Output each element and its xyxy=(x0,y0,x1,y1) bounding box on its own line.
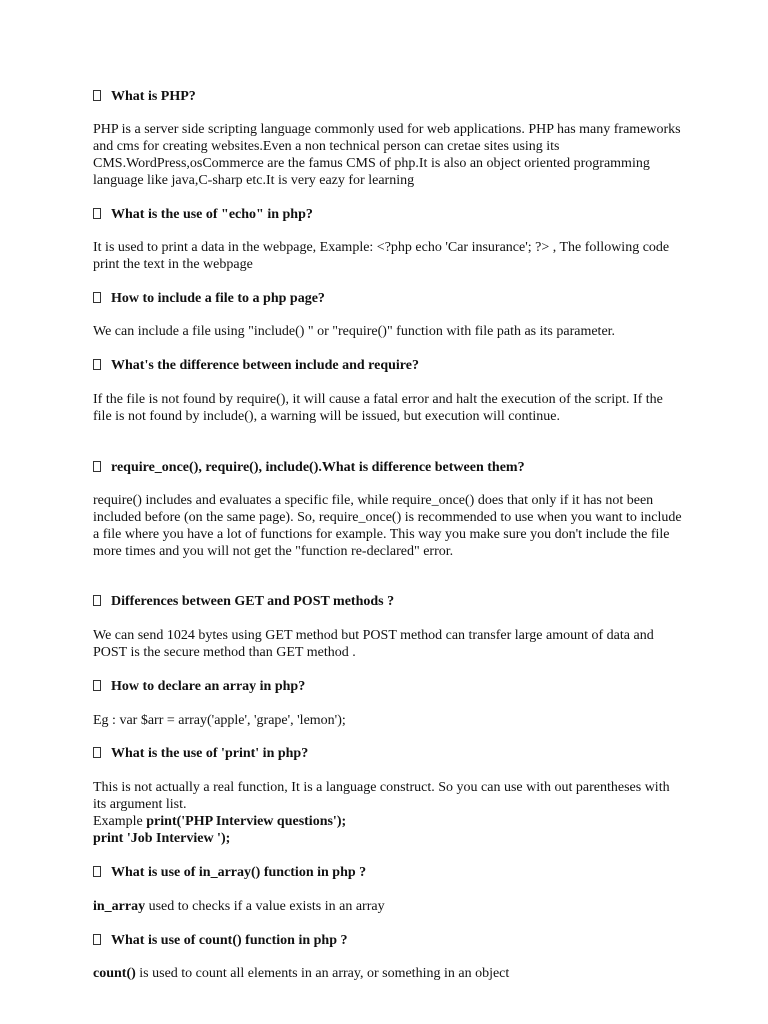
question-text: What's the difference between include and require? xyxy=(111,358,419,373)
question-heading xyxy=(93,459,693,476)
bullet-box-icon xyxy=(93,461,101,472)
example-prefix: Example xyxy=(93,814,147,829)
question-heading xyxy=(93,678,693,695)
example-code: print('PHP Interview questions'); xyxy=(146,814,347,829)
question-heading xyxy=(93,745,693,762)
answer-paragraph xyxy=(93,391,683,425)
answer-text: We can send 1024 bytes using GET method but POST method can transfer large amount of data and POST is the secure method than GET method . xyxy=(93,628,654,660)
answer-text xyxy=(93,898,683,915)
question-heading xyxy=(93,206,693,223)
question-text: Differences between GET and POST methods ? xyxy=(111,594,395,609)
answer-text: PHP is a server side scripting language commonly used for web applications. PHP has many frameworks and cms for creating websites.Even a non technical person can cretae sites using its CMS.WordPress,osCommerce are the famus CMS of php.It is also an object oriented programming language like java,C-sharp etc.It is very eazy for learning xyxy=(93,122,681,188)
example-code: print 'Job Interview '); xyxy=(93,831,231,846)
question-text: What is use of in_array() function in php ? xyxy=(111,865,367,880)
answer-text: It is used to print a data in the webpage, Example: <?php echo 'Car insurance'; ?> , The following code print the text in the webpage xyxy=(93,240,670,272)
bullet-box-icon xyxy=(93,934,101,945)
bullet-box-icon xyxy=(93,359,101,370)
question-heading xyxy=(93,593,693,610)
answer-text: require() includes and evaluates a specific file, while require_once() does that only if it has not been included before (on the same page). So, require_once() is recommended to use when you want to include a file where you have a lot of functions for example. This way you make sure you don't include the file more times and you will not get the "function re-declared" error. xyxy=(93,493,682,559)
question-text: What is the use of 'print' in php? xyxy=(111,746,309,761)
question-text: What is use of count() function in php ? xyxy=(111,933,348,948)
question-heading xyxy=(93,88,693,105)
function-name: count() xyxy=(93,966,136,981)
bullet-box-icon xyxy=(93,90,101,101)
question-text: require_once(), require(), include().What is difference between them? xyxy=(111,460,525,475)
question-heading xyxy=(93,932,693,949)
answer-rest: is used to count all elements in an array, or something in an object xyxy=(135,966,510,981)
question-heading xyxy=(93,864,693,881)
answer-paragraph xyxy=(93,239,683,273)
answer-text xyxy=(93,965,683,982)
bullet-box-icon xyxy=(93,866,101,877)
answer-text: This is not actually a real function, It is a language construct. So you can use with out parentheses with its argument list. xyxy=(93,780,670,812)
answer-text: If the file is not found by require(), it will cause a fatal error and halt the execution of the script. If the file is not found by include(), a warning will be issued, but execution will continue. xyxy=(93,392,663,424)
example-line xyxy=(93,813,683,830)
answer-text: Eg : var $arr = array('apple', 'grape', 'lemon'); xyxy=(93,713,346,728)
answer-text: We can include a file using "include() " or "require()" function with file path as its parameter. xyxy=(93,324,616,339)
question-heading xyxy=(93,357,693,374)
answer-paragraph xyxy=(93,965,683,982)
bullet-box-icon xyxy=(93,747,101,758)
question-text: How to include a file to a php page? xyxy=(111,291,325,306)
bullet-box-icon xyxy=(93,595,101,606)
question-text: What is PHP? xyxy=(111,89,196,104)
bullet-box-icon xyxy=(93,292,101,303)
bullet-box-icon xyxy=(93,208,101,219)
question-text: How to declare an array in php? xyxy=(111,679,306,694)
answer-paragraph xyxy=(93,779,683,847)
answer-paragraph xyxy=(93,323,683,340)
answer-paragraph xyxy=(93,627,683,661)
answer-paragraph xyxy=(93,712,683,729)
function-name: in_array xyxy=(93,899,146,914)
answer-paragraph xyxy=(93,492,683,560)
question-text: What is the use of "echo" in php? xyxy=(111,207,313,222)
question-heading xyxy=(93,290,693,307)
answer-rest: used to checks if a value exists in an array xyxy=(145,899,385,914)
answer-paragraph xyxy=(93,898,683,915)
bullet-box-icon xyxy=(93,680,101,691)
answer-paragraph xyxy=(93,121,683,189)
